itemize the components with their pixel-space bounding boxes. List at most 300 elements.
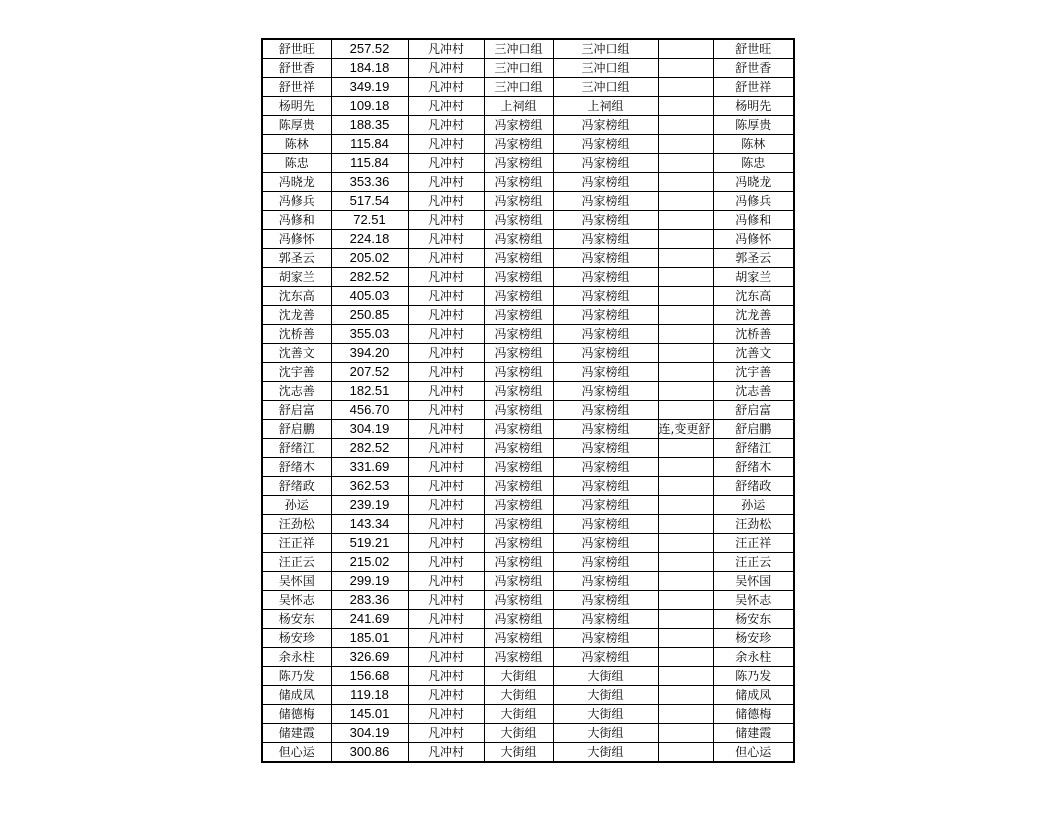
holder-name-cell: 杨安珍: [713, 629, 794, 648]
village-cell: 凡冲村: [408, 610, 484, 629]
note-cell: [658, 667, 713, 686]
table-row: [262, 363, 794, 382]
village-cell: 凡冲村: [408, 515, 484, 534]
village-cell: 凡冲村: [408, 648, 484, 667]
group-repeat-cell: 大街组: [553, 743, 658, 763]
note-cell: [658, 325, 713, 344]
group-repeat-cell: 三冲口组: [553, 39, 658, 59]
village-cell: 凡冲村: [408, 667, 484, 686]
group-cell: 冯家榜组: [484, 325, 553, 344]
owner-name-cell: 杨安东: [262, 610, 331, 629]
owner-name-cell: 胡家兰: [262, 268, 331, 287]
village-cell: 凡冲村: [408, 211, 484, 230]
group-repeat-cell: 冯家榜组: [553, 534, 658, 553]
holder-name-cell: 舒世祥: [713, 78, 794, 97]
table-row: [262, 515, 794, 534]
note-cell: [658, 173, 713, 192]
group-cell: 冯家榜组: [484, 211, 553, 230]
table-row: [262, 230, 794, 249]
group-cell: 冯家榜组: [484, 439, 553, 458]
area-cell: 119.18: [331, 686, 408, 705]
village-cell: 凡冲村: [408, 230, 484, 249]
holder-name-cell: 冯晓龙: [713, 173, 794, 192]
village-cell: 凡冲村: [408, 78, 484, 97]
area-cell: 205.02: [331, 249, 408, 268]
group-repeat-cell: 冯家榜组: [553, 325, 658, 344]
owner-name-cell: 沈志善: [262, 382, 331, 401]
holder-name-cell: 吴怀国: [713, 572, 794, 591]
village-cell: 凡冲村: [408, 420, 484, 439]
note-cell: [658, 648, 713, 667]
note-cell: [658, 268, 713, 287]
area-cell: 353.36: [331, 173, 408, 192]
note-cell: [658, 116, 713, 135]
holder-name-cell: 郭圣云: [713, 249, 794, 268]
holder-name-cell: 舒启富: [713, 401, 794, 420]
note-cell: [658, 230, 713, 249]
holder-name-cell: 汪劲松: [713, 515, 794, 534]
group-repeat-cell: 冯家榜组: [553, 572, 658, 591]
area-cell: 241.69: [331, 610, 408, 629]
area-cell: 115.84: [331, 154, 408, 173]
note-cell: [658, 39, 713, 59]
owner-name-cell: 陈厚贵: [262, 116, 331, 135]
group-repeat-cell: 冯家榜组: [553, 249, 658, 268]
group-cell: 三冲口组: [484, 78, 553, 97]
owner-name-cell: 陈乃发: [262, 667, 331, 686]
area-cell: 115.84: [331, 135, 408, 154]
owner-name-cell: 沈龙善: [262, 306, 331, 325]
note-cell: [658, 686, 713, 705]
group-repeat-cell: 三冲口组: [553, 78, 658, 97]
group-repeat-cell: 冯家榜组: [553, 401, 658, 420]
area-cell: 207.52: [331, 363, 408, 382]
holder-name-cell: 沈善文: [713, 344, 794, 363]
table-row: [262, 401, 794, 420]
group-cell: 冯家榜组: [484, 135, 553, 154]
area-cell: 304.19: [331, 724, 408, 743]
group-repeat-cell: 冯家榜组: [553, 306, 658, 325]
village-cell: 凡冲村: [408, 268, 484, 287]
area-cell: 355.03: [331, 325, 408, 344]
holder-name-cell: 冯修怀: [713, 230, 794, 249]
table-row: [262, 268, 794, 287]
group-repeat-cell: 冯家榜组: [553, 420, 658, 439]
holder-name-cell: 储成凤: [713, 686, 794, 705]
note-cell: [658, 135, 713, 154]
group-cell: 冯家榜组: [484, 249, 553, 268]
area-cell: 215.02: [331, 553, 408, 572]
owner-name-cell: 冯修兵: [262, 192, 331, 211]
table-row: [262, 59, 794, 78]
area-cell: 519.21: [331, 534, 408, 553]
group-cell: 冯家榜组: [484, 344, 553, 363]
table-row: [262, 591, 794, 610]
group-repeat-cell: 冯家榜组: [553, 135, 658, 154]
village-cell: 凡冲村: [408, 59, 484, 78]
group-cell: 冯家榜组: [484, 420, 553, 439]
village-cell: 凡冲村: [408, 306, 484, 325]
note-cell: [658, 401, 713, 420]
area-cell: 282.52: [331, 439, 408, 458]
village-cell: 凡冲村: [408, 116, 484, 135]
group-repeat-cell: 冯家榜组: [553, 553, 658, 572]
note-cell: [658, 572, 713, 591]
note-cell: [658, 59, 713, 78]
holder-name-cell: 吴怀志: [713, 591, 794, 610]
group-cell: 冯家榜组: [484, 116, 553, 135]
table-row: [262, 743, 794, 763]
group-cell: 上祠组: [484, 97, 553, 116]
note-cell: [658, 705, 713, 724]
owner-name-cell: 冯晓龙: [262, 173, 331, 192]
owner-name-cell: 储成凤: [262, 686, 331, 705]
village-cell: 凡冲村: [408, 477, 484, 496]
group-repeat-cell: 冯家榜组: [553, 211, 658, 230]
village-cell: 凡冲村: [408, 287, 484, 306]
group-repeat-cell: 冯家榜组: [553, 173, 658, 192]
group-repeat-cell: 冯家榜组: [553, 344, 658, 363]
note-cell: [658, 610, 713, 629]
owner-name-cell: 舒世祥: [262, 78, 331, 97]
area-cell: 282.52: [331, 268, 408, 287]
holder-name-cell: 汪正云: [713, 553, 794, 572]
area-cell: 456.70: [331, 401, 408, 420]
table-row: [262, 325, 794, 344]
owner-name-cell: 汪正祥: [262, 534, 331, 553]
group-cell: 冯家榜组: [484, 496, 553, 515]
village-cell: 凡冲村: [408, 743, 484, 763]
village-cell: 凡冲村: [408, 173, 484, 192]
group-repeat-cell: 冯家榜组: [553, 591, 658, 610]
note-cell: [658, 249, 713, 268]
owner-name-cell: 汪劲松: [262, 515, 331, 534]
note-cell: [658, 192, 713, 211]
group-cell: 冯家榜组: [484, 458, 553, 477]
table-row: [262, 344, 794, 363]
group-cell: 冯家榜组: [484, 287, 553, 306]
owner-name-cell: 冯修和: [262, 211, 331, 230]
holder-name-cell: 沈志善: [713, 382, 794, 401]
group-repeat-cell: 上祠组: [553, 97, 658, 116]
area-cell: 300.86: [331, 743, 408, 763]
area-cell: 299.19: [331, 572, 408, 591]
holder-name-cell: 但心运: [713, 743, 794, 763]
table-row: [262, 249, 794, 268]
table-row: [262, 154, 794, 173]
area-cell: 394.20: [331, 344, 408, 363]
group-repeat-cell: 冯家榜组: [553, 496, 658, 515]
group-cell: 冯家榜组: [484, 230, 553, 249]
village-cell: 凡冲村: [408, 363, 484, 382]
village-cell: 凡冲村: [408, 154, 484, 173]
table-row: [262, 496, 794, 515]
village-cell: 凡冲村: [408, 705, 484, 724]
holder-name-cell: 杨明先: [713, 97, 794, 116]
area-cell: 72.51: [331, 211, 408, 230]
holder-name-cell: 冯修和: [713, 211, 794, 230]
land-records-table: [261, 38, 795, 763]
group-repeat-cell: 冯家榜组: [553, 363, 658, 382]
owner-name-cell: 舒绪政: [262, 477, 331, 496]
owner-name-cell: 沈善文: [262, 344, 331, 363]
area-cell: 143.34: [331, 515, 408, 534]
owner-name-cell: 但心运: [262, 743, 331, 763]
note-cell: [658, 154, 713, 173]
group-cell: 冯家榜组: [484, 553, 553, 572]
table-row: [262, 287, 794, 306]
holder-name-cell: 陈忠: [713, 154, 794, 173]
village-cell: 凡冲村: [408, 249, 484, 268]
table-row: [262, 629, 794, 648]
holder-name-cell: 舒世香: [713, 59, 794, 78]
table-row: [262, 135, 794, 154]
note-cell: [658, 496, 713, 515]
holder-name-cell: 孙运: [713, 496, 794, 515]
group-cell: 冯家榜组: [484, 572, 553, 591]
group-repeat-cell: 大街组: [553, 686, 658, 705]
note-cell: [658, 78, 713, 97]
area-cell: 349.19: [331, 78, 408, 97]
group-cell: 大街组: [484, 724, 553, 743]
owner-name-cell: 杨安珍: [262, 629, 331, 648]
owner-name-cell: 储德梅: [262, 705, 331, 724]
holder-name-cell: 沈桥善: [713, 325, 794, 344]
holder-name-cell: 沈东高: [713, 287, 794, 306]
group-repeat-cell: 冯家榜组: [553, 268, 658, 287]
area-cell: 156.68: [331, 667, 408, 686]
group-repeat-cell: 冯家榜组: [553, 154, 658, 173]
holder-name-cell: 汪正祥: [713, 534, 794, 553]
owner-name-cell: 沈桥善: [262, 325, 331, 344]
area-cell: 239.19: [331, 496, 408, 515]
table-row: [262, 78, 794, 97]
area-cell: 326.69: [331, 648, 408, 667]
table-row: [262, 382, 794, 401]
table-row: [262, 439, 794, 458]
village-cell: 凡冲村: [408, 496, 484, 515]
area-cell: 405.03: [331, 287, 408, 306]
owner-name-cell: 舒世香: [262, 59, 331, 78]
table-row: [262, 39, 794, 59]
group-cell: 冯家榜组: [484, 591, 553, 610]
area-cell: 185.01: [331, 629, 408, 648]
village-cell: 凡冲村: [408, 572, 484, 591]
owner-name-cell: 沈宇善: [262, 363, 331, 382]
note-cell: [658, 629, 713, 648]
group-repeat-cell: 大街组: [553, 705, 658, 724]
table-row: [262, 97, 794, 116]
group-cell: 三冲口组: [484, 59, 553, 78]
note-cell: [658, 591, 713, 610]
group-repeat-cell: 冯家榜组: [553, 610, 658, 629]
village-cell: 凡冲村: [408, 401, 484, 420]
area-cell: 362.53: [331, 477, 408, 496]
village-cell: 凡冲村: [408, 458, 484, 477]
village-cell: 凡冲村: [408, 325, 484, 344]
table-row: [262, 192, 794, 211]
village-cell: 凡冲村: [408, 553, 484, 572]
holder-name-cell: 陈林: [713, 135, 794, 154]
group-repeat-cell: 大街组: [553, 724, 658, 743]
group-repeat-cell: 冯家榜组: [553, 192, 658, 211]
table-row: [262, 648, 794, 667]
note-cell: [658, 306, 713, 325]
group-repeat-cell: 冯家榜组: [553, 116, 658, 135]
area-cell: 109.18: [331, 97, 408, 116]
holder-name-cell: 沈宇善: [713, 363, 794, 382]
owner-name-cell: 杨明先: [262, 97, 331, 116]
group-cell: 冯家榜组: [484, 477, 553, 496]
table-row: [262, 211, 794, 230]
table-row: [262, 116, 794, 135]
table-row: [262, 572, 794, 591]
owner-name-cell: 沈东高: [262, 287, 331, 306]
holder-name-cell: 胡家兰: [713, 268, 794, 287]
note-cell: [658, 515, 713, 534]
village-cell: 凡冲村: [408, 439, 484, 458]
holder-name-cell: 舒绪江: [713, 439, 794, 458]
holder-name-cell: 舒绪木: [713, 458, 794, 477]
table-row: [262, 477, 794, 496]
owner-name-cell: 舒绪江: [262, 439, 331, 458]
area-cell: 188.35: [331, 116, 408, 135]
note-cell: [658, 477, 713, 496]
area-cell: 182.51: [331, 382, 408, 401]
group-repeat-cell: 三冲口组: [553, 59, 658, 78]
village-cell: 凡冲村: [408, 135, 484, 154]
group-cell: 冯家榜组: [484, 306, 553, 325]
group-cell: 大街组: [484, 686, 553, 705]
note-cell: 连,变更舒: [658, 420, 713, 439]
group-repeat-cell: 冯家榜组: [553, 382, 658, 401]
owner-name-cell: 吴怀志: [262, 591, 331, 610]
owner-name-cell: 陈林: [262, 135, 331, 154]
holder-name-cell: 陈厚贵: [713, 116, 794, 135]
table-row: [262, 534, 794, 553]
holder-name-cell: 舒启鹏: [713, 420, 794, 439]
group-cell: 冯家榜组: [484, 382, 553, 401]
owner-name-cell: 吴怀国: [262, 572, 331, 591]
table-row: [262, 705, 794, 724]
owner-name-cell: 舒绪木: [262, 458, 331, 477]
group-cell: 冯家榜组: [484, 534, 553, 553]
table-row: [262, 724, 794, 743]
group-cell: 冯家榜组: [484, 154, 553, 173]
group-repeat-cell: 冯家榜组: [553, 287, 658, 306]
village-cell: 凡冲村: [408, 534, 484, 553]
village-cell: 凡冲村: [408, 591, 484, 610]
note-cell: [658, 724, 713, 743]
area-cell: 224.18: [331, 230, 408, 249]
group-repeat-cell: 冯家榜组: [553, 439, 658, 458]
area-cell: 145.01: [331, 705, 408, 724]
group-repeat-cell: 冯家榜组: [553, 477, 658, 496]
group-cell: 冯家榜组: [484, 173, 553, 192]
owner-name-cell: 余永柱: [262, 648, 331, 667]
owner-name-cell: 郭圣云: [262, 249, 331, 268]
note-cell: [658, 458, 713, 477]
group-repeat-cell: 冯家榜组: [553, 458, 658, 477]
holder-name-cell: 储建霞: [713, 724, 794, 743]
owner-name-cell: 汪正云: [262, 553, 331, 572]
group-repeat-cell: 冯家榜组: [553, 230, 658, 249]
group-cell: 冯家榜组: [484, 268, 553, 287]
village-cell: 凡冲村: [408, 686, 484, 705]
table-row: [262, 458, 794, 477]
note-cell: [658, 287, 713, 306]
group-repeat-cell: 冯家榜组: [553, 629, 658, 648]
table-row: [262, 173, 794, 192]
group-cell: 冯家榜组: [484, 648, 553, 667]
village-cell: 凡冲村: [408, 724, 484, 743]
note-cell: [658, 534, 713, 553]
note-cell: [658, 344, 713, 363]
table-row: [262, 667, 794, 686]
group-cell: 大街组: [484, 667, 553, 686]
village-cell: 凡冲村: [408, 39, 484, 59]
owner-name-cell: 孙运: [262, 496, 331, 515]
table-row: [262, 306, 794, 325]
table-row: [262, 420, 794, 439]
group-cell: 冯家榜组: [484, 610, 553, 629]
holder-name-cell: 舒世旺: [713, 39, 794, 59]
holder-name-cell: 储德梅: [713, 705, 794, 724]
group-cell: 大街组: [484, 743, 553, 763]
holder-name-cell: 冯修兵: [713, 192, 794, 211]
village-cell: 凡冲村: [408, 97, 484, 116]
holder-name-cell: 余永柱: [713, 648, 794, 667]
note-cell: [658, 211, 713, 230]
table-row: [262, 553, 794, 572]
village-cell: 凡冲村: [408, 344, 484, 363]
owner-name-cell: 陈忠: [262, 154, 331, 173]
group-cell: 大街组: [484, 705, 553, 724]
table-body: [262, 39, 794, 762]
group-repeat-cell: 大街组: [553, 667, 658, 686]
area-cell: 331.69: [331, 458, 408, 477]
note-cell: [658, 382, 713, 401]
area-cell: 304.19: [331, 420, 408, 439]
holder-name-cell: 杨安东: [713, 610, 794, 629]
table-row: [262, 610, 794, 629]
village-cell: 凡冲村: [408, 382, 484, 401]
area-cell: 517.54: [331, 192, 408, 211]
group-cell: 三冲口组: [484, 39, 553, 59]
area-cell: 257.52: [331, 39, 408, 59]
note-cell: [658, 743, 713, 763]
note-cell: [658, 97, 713, 116]
group-cell: 冯家榜组: [484, 515, 553, 534]
area-cell: 184.18: [331, 59, 408, 78]
group-cell: 冯家榜组: [484, 363, 553, 382]
owner-name-cell: 舒启富: [262, 401, 331, 420]
table-row: [262, 686, 794, 705]
holder-name-cell: 沈龙善: [713, 306, 794, 325]
owner-name-cell: 冯修怀: [262, 230, 331, 249]
group-repeat-cell: 冯家榜组: [553, 648, 658, 667]
group-cell: 冯家榜组: [484, 192, 553, 211]
group-cell: 冯家榜组: [484, 401, 553, 420]
note-cell: [658, 363, 713, 382]
holder-name-cell: 舒绪政: [713, 477, 794, 496]
owner-name-cell: 储建霞: [262, 724, 331, 743]
village-cell: 凡冲村: [408, 629, 484, 648]
owner-name-cell: 舒启鹏: [262, 420, 331, 439]
area-cell: 250.85: [331, 306, 408, 325]
area-cell: 283.36: [331, 591, 408, 610]
holder-name-cell: 陈乃发: [713, 667, 794, 686]
